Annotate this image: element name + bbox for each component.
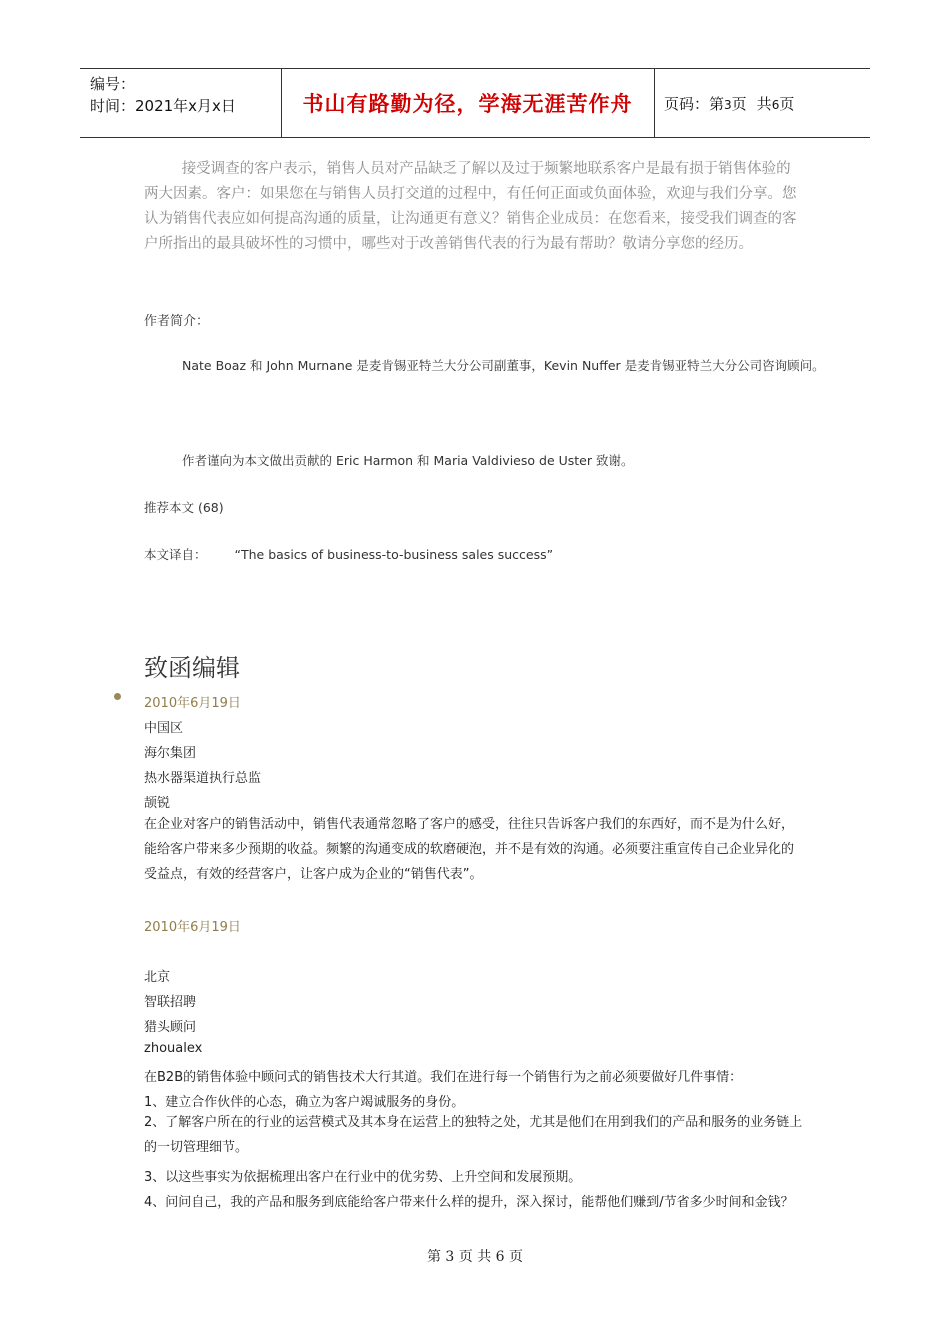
- letter-point: 1、建立合作伙伴的心态，确立为客户竭诚服务的身份。: [144, 1095, 465, 1110]
- page-current: 3: [724, 98, 732, 112]
- letter-body: 在企业对客户的销售活动中，销售代表通常忽略了客户的感受，往往只告诉客户我们的东西好，而不是为什么好，能给客户带来多少预期的收益。频繁的沟通变成的软磨硬泡，并不是有效的沟通。必须要注重宣传自己企业异化的受益点，有效的经营客户，让客户成为企业的“销售代表”。: [144, 817, 795, 882]
- page-suffix: 页: [779, 95, 795, 113]
- page-header: [80, 68, 870, 138]
- letter-point: 2、了解客户所在的行业的运营模式及其本身在运营上的独特之处，尤其是他们在用到我们的产品和服务的业务链上的一切管理细节。: [144, 1115, 803, 1155]
- header-motto: 书山有路勤为径，学海无涯苦作舟: [302, 92, 633, 116]
- header-page-info: [664, 93, 794, 114]
- doc-number-label: 编号：: [90, 75, 136, 93]
- acknowledgement: 作者谨向为本文做出贡献的 Eric Harmon 和 Maria Valdivieso de Uster 致谢。: [182, 453, 634, 468]
- letter-job-title: 猎头顾问: [144, 1020, 197, 1035]
- page-footer: [0, 1246, 950, 1266]
- recommend-link[interactable]: 推荐本文 (68): [144, 500, 224, 515]
- doc-time-label: 时间：2021年x月x日: [90, 97, 236, 115]
- footer-prefix: 第: [426, 1249, 441, 1265]
- letter-intro: 在B2B的销售体验中顾问式的销售技术大行其道。我们在进行每一个销售行为之前必须要做好几件事情：: [144, 1070, 743, 1085]
- letter-date: 2010年6月19日: [144, 696, 241, 711]
- header-divider: [654, 69, 655, 137]
- page-total: 6: [771, 98, 780, 112]
- letter-author-name: zhoualex: [144, 1041, 203, 1056]
- bullet-icon: [114, 693, 121, 700]
- letter-region: 北京: [144, 970, 171, 985]
- letter-company: 海尔集团: [144, 746, 197, 761]
- article-intro-paragraph: 接受调查的客户表示，销售人员对产品缺乏了解以及过于频繁地联系客户是最有损于销售体验的两大因素。客户：如果您在与销售人员打交道的过程中，有任何正面或负面体验，欢迎与我们分享。您认为销售代表应如何提高沟通的质量，让沟通更有意义？销售企业成员：在您看来，接受我们调查的客户所指出的最具破坏性的习惯中，哪些对于改善销售代表的行为最有帮助？敬请分享您的经历。: [144, 161, 797, 252]
- header-meta: [90, 73, 236, 117]
- page-total-prefix: 共: [756, 95, 772, 113]
- footer-suffix: 页: [509, 1249, 524, 1265]
- footer-total: 6: [495, 1249, 505, 1265]
- author-label: 作者简介：: [144, 314, 210, 329]
- footer-page: 3: [445, 1249, 455, 1265]
- author-bio: Nate Boaz 和 John Murnane 是麦肯锡亚特兰大分公司副董事，Kevin Nuffer 是麦肯锡亚特兰大分公司咨询顾问。: [182, 358, 825, 373]
- page-prefix: 页码：第: [664, 95, 725, 113]
- letter-date: 2010年6月19日: [144, 920, 241, 935]
- letters-heading: 致函编辑: [144, 654, 240, 682]
- footer-mid: 页 共: [458, 1249, 492, 1265]
- page-mid: 页: [731, 95, 747, 113]
- letter-point: 4、问问自己，我的产品和服务到底能给客户带来什么样的提升，深入探讨，能帮他们赚到/节省多少时间和金钱？: [144, 1195, 794, 1210]
- translated-label: 本文译自：: [144, 547, 207, 562]
- letter-company: 智联招聘: [144, 995, 197, 1010]
- letter-author-name: 颉锐: [144, 796, 171, 811]
- translated-from: [144, 545, 553, 563]
- translated-title: “The basics of business-to-business sales success”: [234, 547, 554, 562]
- letter-region: 中国区: [144, 721, 184, 736]
- letter-job-title: 热水器渠道执行总监: [144, 771, 262, 786]
- letter-point: 3、以这些事实为依据梳理出客户在行业中的优劣势、上升空间和发展预期。: [144, 1170, 582, 1185]
